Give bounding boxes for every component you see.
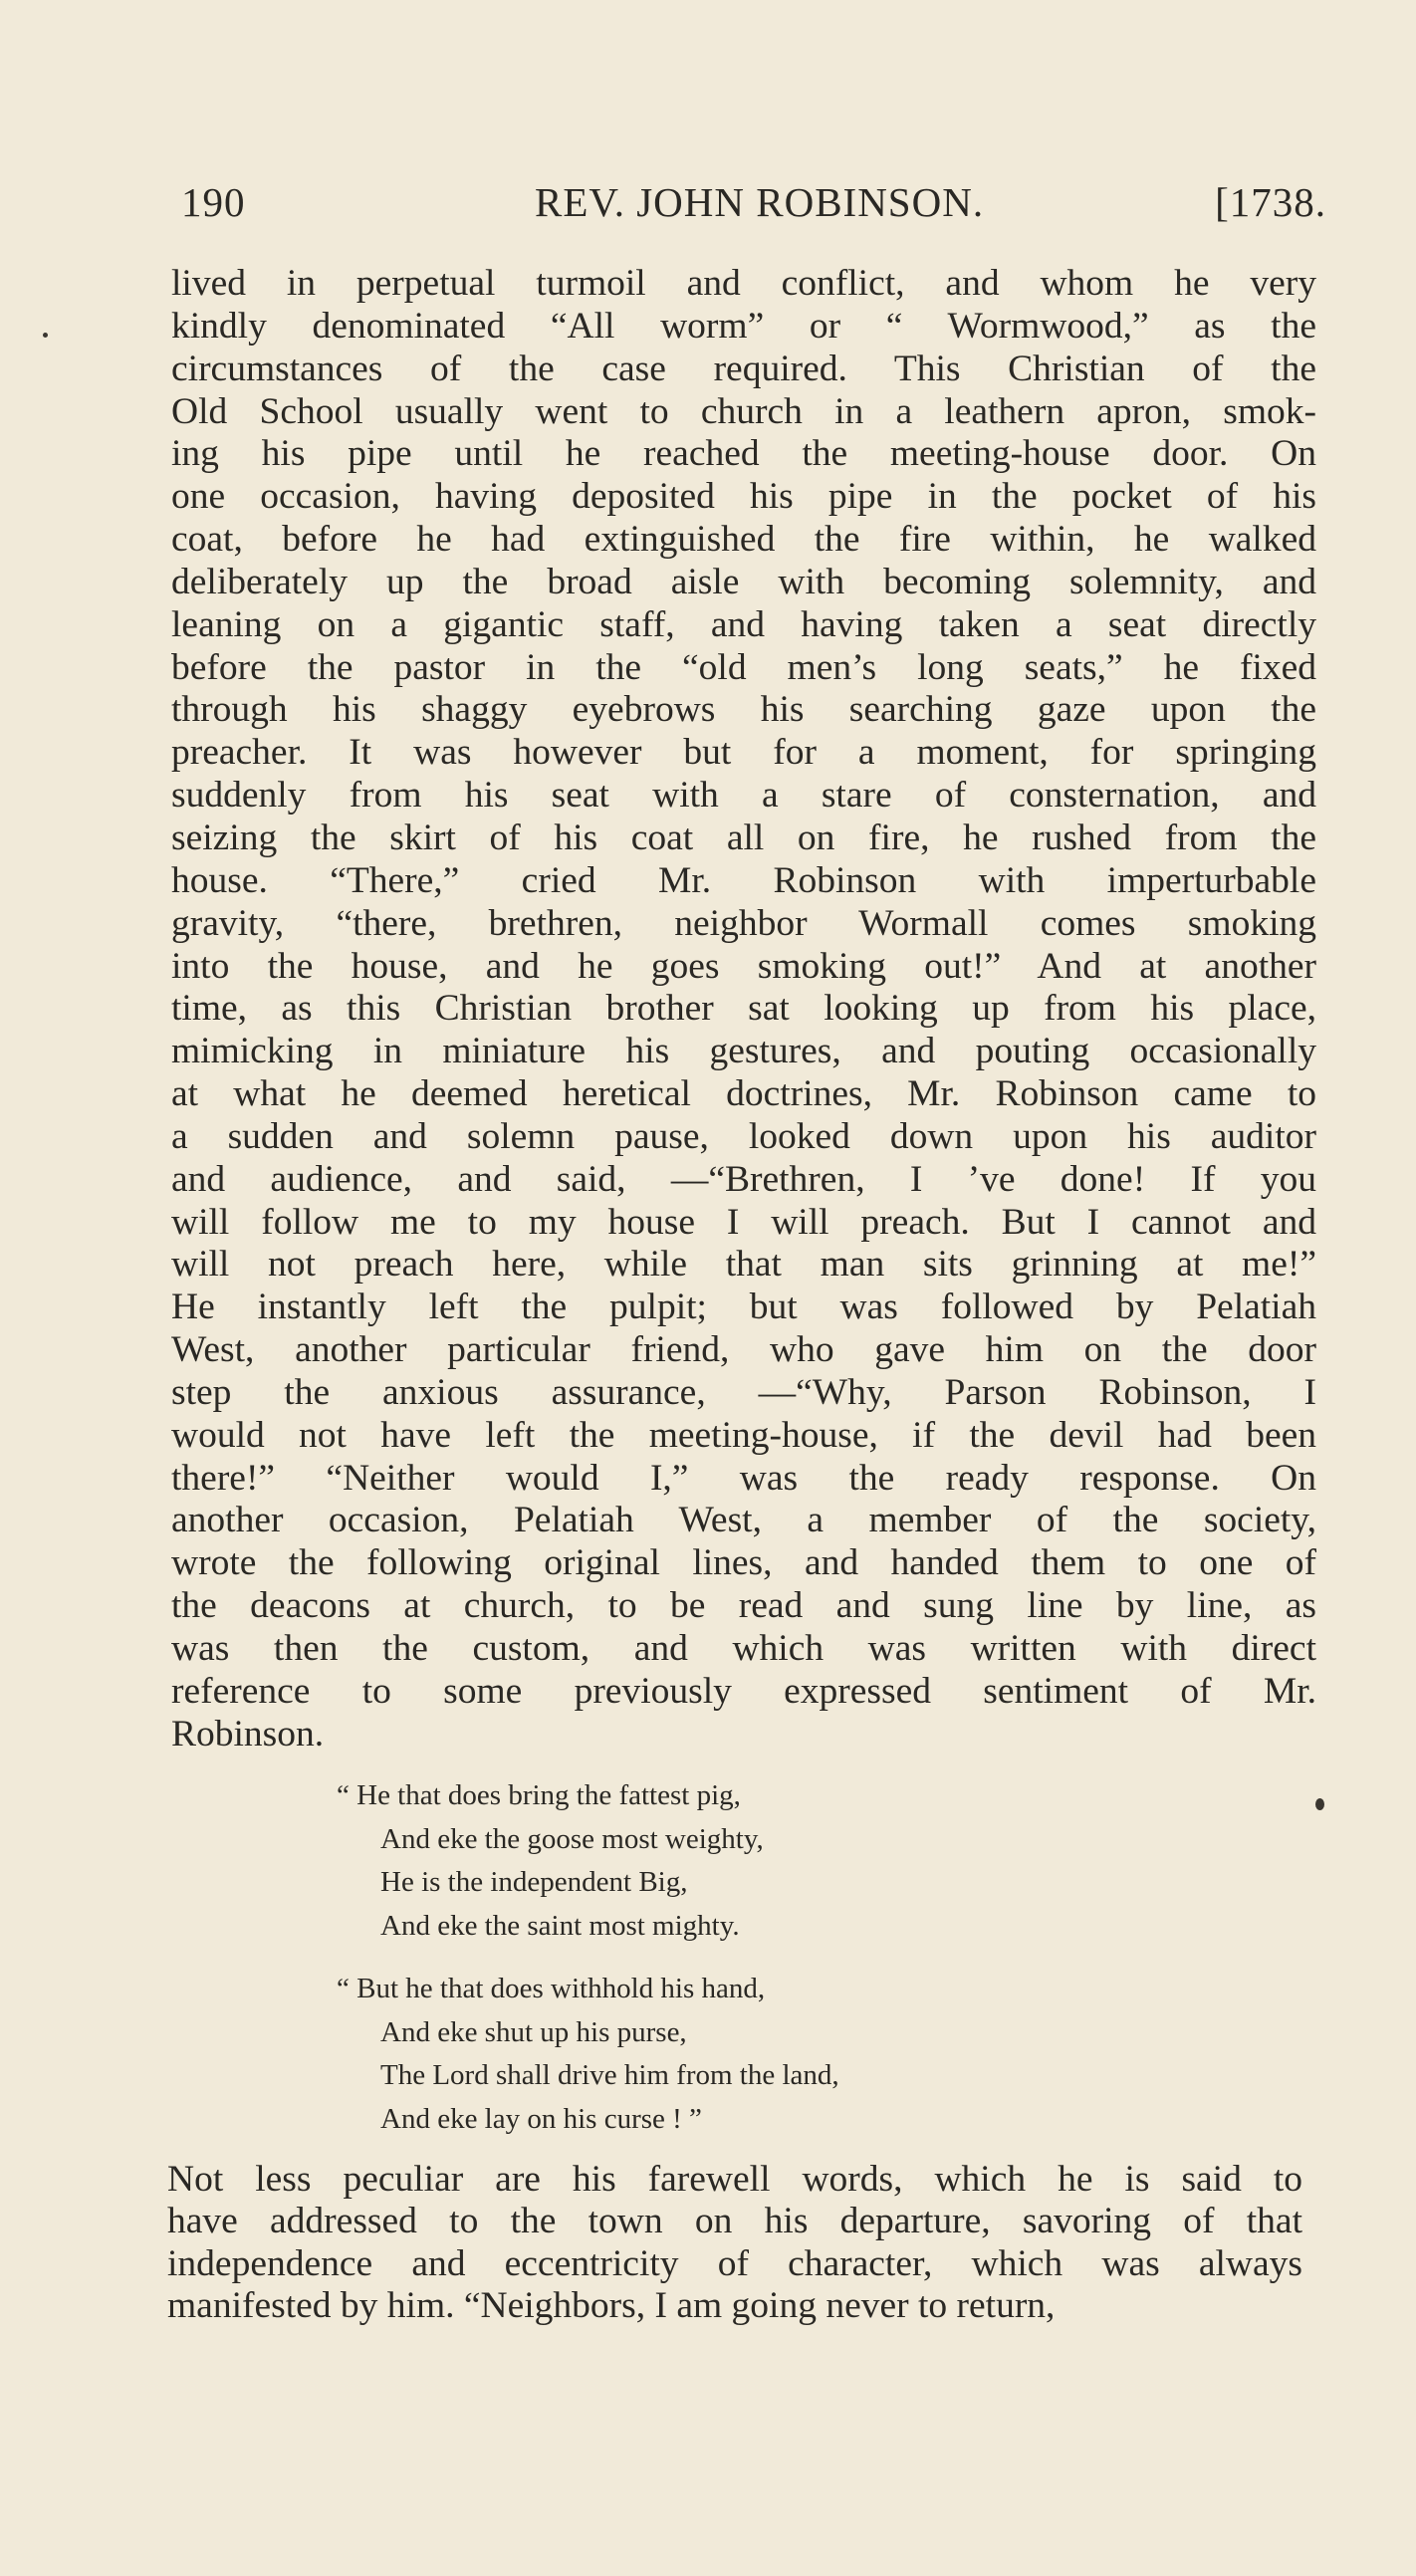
text-line: there!” “Neither would I,” was the ready response. On (171, 1457, 1316, 1499)
text-line: suddenly from his seat with a stare of consternation, and (171, 775, 1316, 817)
text-line: reference to some previously expressed sentiment of Mr. (171, 1670, 1316, 1712)
verse-line: He is the independent Big, (380, 1866, 688, 1898)
text-line: Old School usually went to church in a leathern apron, smok- (171, 390, 1316, 432)
text-line: circumstances of the case required. This Christian of the (171, 348, 1316, 389)
text-line: gravity, “there, brethren, neighbor Wormall comes smoking (171, 902, 1316, 944)
text-line: time, as this Christian brother sat looking up from his place, (171, 988, 1316, 1030)
running-head: REV. JOHN ROBINSON. (535, 179, 985, 225)
verse-line: The Lord shall drive him from the land, (380, 2059, 839, 2091)
text-line: a sudden and solemn pause, looked down upon his auditor (171, 1115, 1316, 1157)
text-line: deliberately up the broad aisle with becoming solemnity, and (171, 561, 1316, 602)
text-line: lived in perpetual turmoil and conflict, and whom he very (171, 263, 1316, 304)
text-line: into the house, and he goes smoking out!” And at another (171, 945, 1316, 987)
text-line: leaning on a gigantic staff, and having taken a seat directly (171, 603, 1316, 645)
text-line: another occasion, Pelatiah West, a member of the society, (171, 1500, 1316, 1541)
text-line: Robinson. (171, 1713, 325, 1755)
text-line: West, another particular friend, who gave him on the door (171, 1329, 1316, 1371)
text-line: ing his pipe until he reached the meeting-house door. On (171, 433, 1316, 475)
text-line: before the pastor in the “old men’s long seats,” he fixed (171, 646, 1316, 688)
page-number: 190 (181, 179, 246, 225)
text-line: preacher. It was however but for a moment, for springing (171, 732, 1316, 774)
header-year: [1738. (1215, 179, 1326, 225)
text-line: will follow me to my house I will preach. But I cannot and (171, 1201, 1316, 1243)
text-line: will not preach here, while that man sits grinning at me!” (171, 1244, 1316, 1286)
page-header (181, 177, 1326, 227)
text-line: through his shaggy eyebrows his searching gaze upon the (171, 689, 1316, 731)
text-line: coat, before he had extinguished the fire within, he walked (171, 519, 1316, 561)
text-line: and audience, and said, —“Brethren, I ’ve done! If you (171, 1158, 1316, 1200)
text-line: step the anxious assurance, —“Why, Parson Robinson, I (171, 1371, 1316, 1413)
ink-speck (1315, 1798, 1324, 1810)
verse-line: “ But he that does withhold his hand, (337, 1973, 766, 2004)
verse-stanza-2 (337, 1968, 839, 2141)
text-line: independence and eccentricity of character, which was always (167, 2242, 1302, 2284)
text-line: at what he deemed heretical doctrines, Mr. Robinson came to (171, 1073, 1316, 1115)
verse-line: And eke the goose most weighty, (380, 1822, 764, 1855)
text-line: manifested by him. “Neighbors, I am going never to return, (167, 2284, 1056, 2326)
verse-line: And eke shut up his purse, (380, 2015, 687, 2048)
text-line: was then the custom, and which was written with direct (171, 1628, 1316, 1669)
ink-speck (43, 333, 48, 338)
verse-line: And eke the saint most mighty. (380, 1909, 740, 1942)
text-line: have addressed to the town on his departure, savoring of that (167, 2201, 1302, 2242)
text-line: house. “There,” cried Mr. Robinson with imperturbable (171, 859, 1316, 901)
text-line: wrote the following original lines, and handed them to one of (171, 1542, 1316, 1584)
text-line: Not less peculiar are his farewell words, which he is said to (167, 2159, 1302, 2200)
verse-stanza-1 (337, 1774, 764, 1948)
text-line: one occasion, having deposited his pipe in the pocket of his (171, 476, 1316, 518)
text-line: mimicking in miniature his gestures, and pouting occasionally (171, 1031, 1316, 1072)
text-line: seizing the skirt of his coat all on fire, he rushed from the (171, 817, 1316, 858)
text-line: would not have left the meeting-house, if the devil had been (171, 1414, 1316, 1456)
closing-paragraph (167, 2159, 1302, 2327)
verse-line: And eke lay on his curse ! ” (380, 2102, 702, 2135)
text-line: He instantly left the pulpit; but was followed by Pelatiah (171, 1287, 1316, 1328)
text-line: the deacons at church, to be read and sung line by line, as (171, 1585, 1316, 1627)
text-line: kindly denominated “All worm” or “ Wormwood,” as the (171, 305, 1316, 347)
verse-line: “ He that does bring the fattest pig, (337, 1779, 741, 1811)
body-paragraph (171, 263, 1316, 1756)
